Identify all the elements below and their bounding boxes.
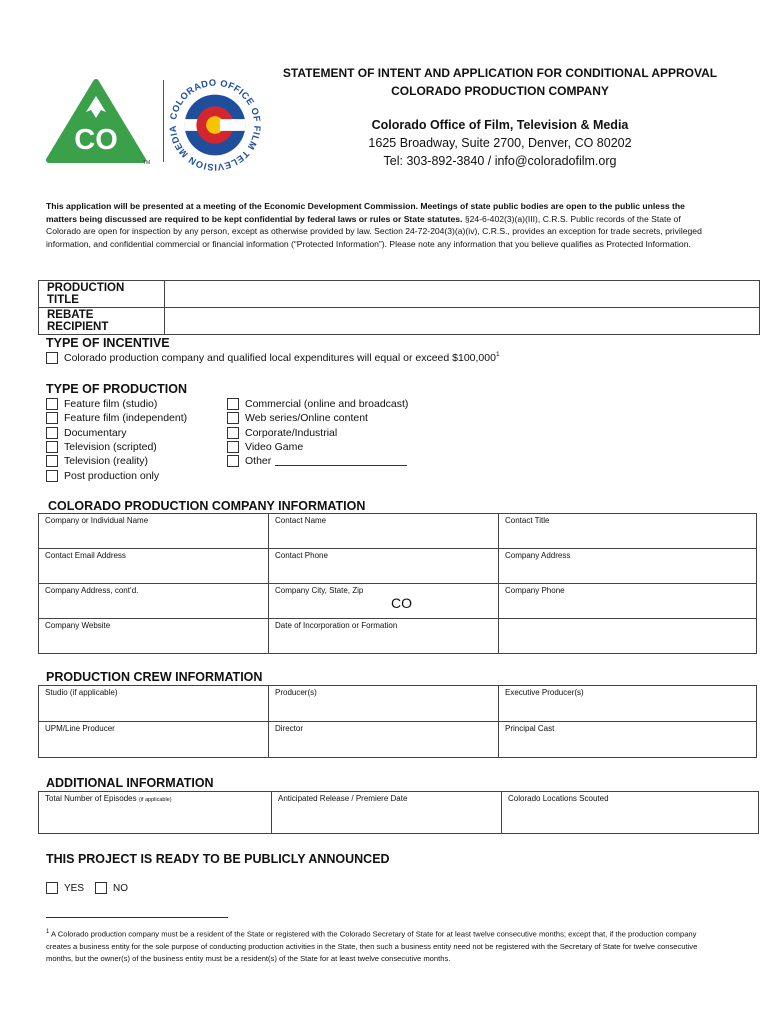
production-type-option <box>46 411 187 425</box>
production-type-left-column <box>46 397 187 483</box>
incentive-checkbox[interactable] <box>46 352 58 364</box>
announce-no-option <box>95 881 128 895</box>
option-label: Feature film (independent) <box>64 412 188 425</box>
rebate-recipient-label: REBATE RECIPIENT <box>39 308 165 335</box>
upm-line-producer-field[interactable]: UPM/Line Producer <box>39 722 269 758</box>
production-type-heading: TYPE OF PRODUCTION <box>46 382 187 396</box>
notice-bold-text: This application will be presented at a meeting of the Economic Development Commission. Meetings of state public bodies are open to the public unless the matters being discussed are required to be kept confidential by federal laws or rules or State statutes. <box>46 201 685 224</box>
colorado-co-logo <box>46 78 156 166</box>
announce-yes-label: YES <box>64 882 85 894</box>
rebate-recipient-field[interactable] <box>165 308 760 335</box>
corporate-checkbox[interactable] <box>227 427 239 439</box>
locations-scouted-field[interactable]: Colorado Locations Scouted <box>502 792 759 834</box>
feature-independent-checkbox[interactable] <box>46 412 58 424</box>
footnote-ref: 1 <box>495 351 500 358</box>
company-city-state-zip-label: Company City, State, Zip <box>275 586 364 595</box>
episodes-field[interactable] <box>39 792 272 834</box>
option-label: Television (reality) <box>64 455 149 468</box>
commercial-checkbox[interactable] <box>227 398 239 410</box>
contact-phone-field[interactable]: Contact Phone <box>269 549 499 584</box>
company-website-field[interactable]: Company Website <box>39 619 269 654</box>
option-label: Commercial (online and broadcast) <box>245 398 409 411</box>
contact-title-field[interactable]: Contact Title <box>499 514 757 549</box>
production-title-table <box>38 280 760 335</box>
option-label: Documentary <box>64 426 127 439</box>
video-game-checkbox[interactable] <box>227 441 239 453</box>
web-series-checkbox[interactable] <box>227 412 239 424</box>
producers-field[interactable]: Producer(s) <box>269 686 499 722</box>
company-info-table <box>38 513 757 654</box>
company-info-heading: COLORADO PRODUCTION COMPANY INFORMATION <box>48 499 366 513</box>
announce-no-label: NO <box>113 882 128 894</box>
production-type-option <box>227 426 408 440</box>
incentive-option-label: Colorado production company and qualified local expenditures will equal or exceed $100,000 <box>64 352 496 365</box>
notice-text: §24-6-402(3)(a)(III), C.R.S. Public records of the State of Colorado are open for inspection by any person, except as otherwise provided by law. Section 24-72-204(3)(a)(iv), C.R.S., provides an exception for trade secrets, privileged information, and confidential commercial or financial information (“Protected Information”). Please note any information that you believe qualifies as Protected Information. <box>46 213 702 249</box>
footnote-marker: 1 <box>46 929 50 935</box>
seal-text: COLORADO OFFICE OF FILM TELEVISION MEDIA <box>167 77 263 173</box>
tv-reality-checkbox[interactable] <box>46 455 58 467</box>
production-type-option <box>227 397 408 411</box>
production-type-option <box>46 426 187 440</box>
production-type-option <box>227 454 408 468</box>
state-value: CO <box>391 595 412 611</box>
production-type-option <box>227 440 408 454</box>
tv-scripted-checkbox[interactable] <box>46 441 58 453</box>
public-records-notice <box>46 200 714 250</box>
company-info-empty-cell[interactable] <box>499 619 757 654</box>
production-type-option <box>46 454 187 468</box>
production-type-option <box>46 397 187 411</box>
production-type-option <box>227 411 408 425</box>
other-checkbox[interactable] <box>227 455 239 467</box>
production-title-field[interactable] <box>165 281 760 308</box>
announce-no-checkbox[interactable] <box>95 882 107 894</box>
footnote-rule <box>46 917 228 918</box>
episodes-label: Total Number of Episodes <box>45 794 137 803</box>
document-subtitle: COLORADO PRODUCTION COMPANY <box>391 84 609 98</box>
film-office-seal-logo <box>166 76 264 174</box>
principal-cast-field[interactable]: Principal Cast <box>499 722 757 758</box>
footnote-text: A Colorado production company must be a resident of the State or registered with the Colorado Secretary of State for at least twelve consecutive months; except that, if the production company creates a business entity for the sole purpose of conducting production activities in the State, then such a business entity need not be registered with the Secretary of State for twelve consecutive months, but the owner(s) of the business entity must be a resident(s) of the State for at least twelve consecutive months. <box>46 929 698 963</box>
production-type-right-column <box>227 397 408 468</box>
footnote <box>46 926 718 965</box>
release-date-field[interactable]: Anticipated Release / Premiere Date <box>272 792 502 834</box>
company-address-field[interactable]: Company Address <box>499 549 757 584</box>
additional-info-heading: ADDITIONAL INFORMATION <box>46 776 214 790</box>
studio-field[interactable]: Studio (if applicable) <box>39 686 269 722</box>
org-address: 1625 Broadway, Suite 2700, Denver, CO 80202 <box>368 136 632 150</box>
episodes-note: (if applicable) <box>138 797 172 803</box>
contact-name-field[interactable]: Contact Name <box>269 514 499 549</box>
incentive-heading: TYPE OF INCENTIVE <box>46 336 170 350</box>
option-label: Video Game <box>245 441 304 454</box>
option-label: Corporate/Industrial <box>245 426 338 439</box>
logo-divider <box>163 80 164 162</box>
crew-info-heading: PRODUCTION CREW INFORMATION <box>46 670 263 684</box>
director-field[interactable]: Director <box>269 722 499 758</box>
date-of-incorporation-field[interactable]: Date of Incorporation or Formation <box>269 619 499 654</box>
documentary-checkbox[interactable] <box>46 427 58 439</box>
option-label: Web series/Online content <box>245 412 368 425</box>
org-name: Colorado Office of Film, Television & Media <box>371 118 629 132</box>
contact-email-field[interactable]: Contact Email Address <box>39 549 269 584</box>
production-type-option <box>46 440 187 454</box>
trademark-mark: TM <box>143 160 151 166</box>
option-label: Feature film (studio) <box>64 398 158 411</box>
co-logo-text: CO <box>74 124 118 156</box>
announce-yes-checkbox[interactable] <box>46 882 58 894</box>
company-phone-field[interactable]: Company Phone <box>499 584 757 619</box>
company-city-state-zip-cell[interactable] <box>269 584 499 619</box>
incentive-option <box>46 351 500 365</box>
crew-info-table <box>38 685 757 758</box>
production-type-option <box>46 468 187 482</box>
org-contact: Tel: 303-892-3840 / info@coloradofilm.org <box>383 154 617 168</box>
option-label: Post production only <box>64 469 160 482</box>
document-title: STATEMENT OF INTENT AND APPLICATION FOR CONDITIONAL APPROVAL <box>282 66 718 80</box>
executive-producers-field[interactable]: Executive Producer(s) <box>499 686 757 722</box>
company-address-contd-field[interactable]: Company Address, cont’d. <box>39 584 269 619</box>
post-production-checkbox[interactable] <box>46 470 58 482</box>
company-name-field[interactable]: Company or Individual Name <box>39 514 269 549</box>
additional-info-table <box>38 791 759 834</box>
production-title-label: PRODUCTION TITLE <box>39 281 165 308</box>
announce-heading: THIS PROJECT IS READY TO BE PUBLICLY ANNOUNCED <box>46 852 390 866</box>
option-label: Television (scripted) <box>64 441 157 454</box>
option-label: Other <box>245 455 272 468</box>
feature-studio-checkbox[interactable] <box>46 398 58 410</box>
other-text-field[interactable] <box>275 456 407 466</box>
announce-yes-option <box>46 881 84 895</box>
